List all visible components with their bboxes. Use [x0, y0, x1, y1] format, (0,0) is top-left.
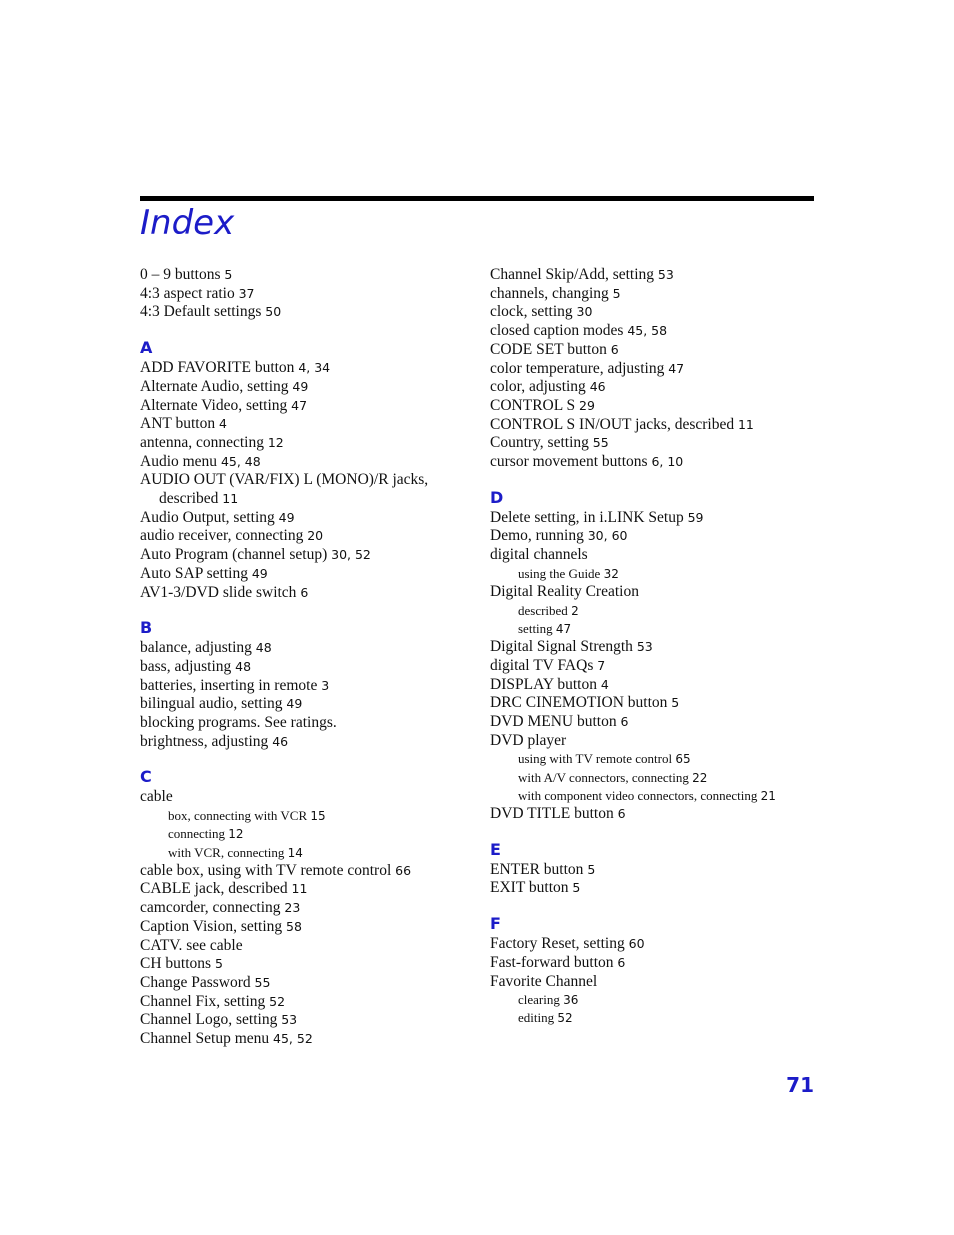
index-entry — [140, 993, 480, 1012]
entry-pages: 58 — [286, 918, 302, 934]
entry-pages: 45, 48 — [220, 453, 261, 469]
subentry-pages: 2 — [571, 603, 579, 618]
entry-term: camcorder, connecting — [140, 899, 281, 917]
index-entry — [490, 397, 814, 416]
subentry-pages: 14 — [287, 845, 303, 860]
index-subentry — [490, 1009, 814, 1027]
index-subentry — [140, 825, 480, 843]
index-entry — [140, 658, 480, 677]
entry-term: ANT button — [140, 415, 216, 433]
index-entry — [140, 303, 480, 322]
page-title: Index — [140, 203, 235, 243]
entry-pages: 46 — [272, 733, 289, 749]
subentry-pages: 36 — [563, 993, 579, 1008]
index-section — [490, 914, 814, 1028]
entry-term: brightness, adjusting — [140, 732, 269, 750]
entry-term: CH buttons — [140, 955, 212, 973]
entry-pages: 45, 52 — [273, 1031, 313, 1047]
index-entry — [490, 861, 814, 880]
index-entry — [490, 638, 814, 657]
index-entry — [490, 509, 814, 528]
entry-term: ENTER button — [490, 860, 584, 878]
index-section — [490, 488, 814, 824]
section-letter: B — [140, 618, 153, 638]
entry-term: Alternate Video, setting — [140, 396, 288, 414]
index-entry — [140, 695, 480, 714]
subentry-term: with component video connectors, connecting — [518, 787, 758, 803]
index-section — [490, 266, 814, 472]
section-letter: D — [490, 487, 504, 507]
index-entry — [490, 583, 814, 602]
index-entry — [490, 378, 814, 397]
entry-term: CONTROL S — [490, 396, 576, 414]
entry-term: channels, changing — [490, 284, 609, 302]
index-column-right — [490, 266, 814, 1028]
entry-term: clock, setting — [490, 303, 573, 321]
index-entry — [140, 899, 480, 918]
index-entry — [140, 918, 480, 937]
entry-term: digital TV FAQs — [490, 656, 594, 674]
entry-term: CATV. see cable — [140, 936, 243, 954]
entry-term: cable — [140, 788, 173, 806]
entry-term: Favorite Channel — [490, 972, 598, 990]
index-subentry — [490, 620, 814, 638]
entry-term: antenna, connecting — [140, 433, 264, 451]
entry-term: Demo, running — [490, 527, 584, 545]
index-entry — [140, 471, 480, 508]
index-entry — [140, 714, 480, 733]
index-section — [140, 767, 480, 1048]
entry-pages: 49 — [292, 378, 309, 394]
entry-term: Audio Output, setting — [140, 508, 275, 526]
subentry-pages: 15 — [310, 809, 326, 824]
entry-term: Factory Reset, setting — [490, 935, 625, 953]
entry-term: DRC CINEMOTION button — [490, 694, 668, 712]
entry-pages: 11 — [737, 416, 754, 432]
index-entry — [490, 453, 814, 472]
index-entry — [490, 434, 814, 453]
entry-term: Channel Logo, setting — [140, 1011, 278, 1029]
index-subentry — [490, 750, 814, 768]
index-entry — [490, 341, 814, 360]
index-entry — [140, 434, 480, 453]
entry-term: digital channels — [490, 546, 588, 564]
page-number: 71 — [786, 1073, 814, 1097]
index-column-left — [140, 266, 480, 1049]
entry-term: Auto Program (channel setup) — [140, 546, 328, 564]
entry-term: bilingual audio, setting — [140, 695, 283, 713]
entry-pages: 48 — [235, 658, 252, 674]
index-section — [140, 338, 480, 602]
entry-term: CABLE jack, described — [140, 880, 288, 898]
title-rule — [140, 196, 814, 201]
entry-term: DVD TITLE button — [490, 804, 614, 822]
index-entry — [140, 378, 480, 397]
index-entry — [490, 805, 814, 824]
entry-pages: 23 — [284, 900, 301, 916]
index-entry — [140, 584, 480, 603]
index-entry — [140, 733, 480, 752]
index-entry — [490, 303, 814, 322]
index-entry — [140, 397, 480, 416]
entry-pages: 6 — [300, 584, 309, 600]
subentry-term: described — [518, 602, 568, 618]
entry-pages: 12 — [267, 434, 284, 450]
entry-pages: 59 — [687, 509, 704, 525]
entry-pages: 45, 58 — [627, 323, 668, 339]
entry-term: AUDIO OUT (VAR/FIX) L (MONO)/R jacks, described — [140, 471, 429, 508]
subentry-term: setting — [518, 620, 553, 636]
subentry-pages: 32 — [603, 566, 619, 581]
entry-term: Digital Signal Strength — [490, 638, 633, 656]
subentry-term: editing — [518, 1010, 555, 1026]
entry-term: cable box, using with TV remote control — [140, 861, 392, 879]
index-entry — [140, 285, 480, 304]
index-entry — [140, 1011, 480, 1030]
index-subentry — [140, 807, 480, 825]
entry-pages: 7 — [597, 657, 606, 673]
index-entry — [490, 954, 814, 973]
entry-term: Caption Vision, setting — [140, 917, 283, 935]
subentry-term: with A/V connectors, connecting — [518, 769, 689, 785]
subentry-term: clearing — [518, 992, 560, 1008]
subentry-pages: 52 — [557, 1011, 573, 1026]
section-letter: F — [490, 914, 501, 934]
entry-term: color, adjusting — [490, 378, 586, 396]
entry-term: closed caption modes — [490, 322, 624, 340]
entry-pages: 52 — [269, 993, 286, 1009]
index-entry — [140, 1030, 480, 1049]
entry-term: Auto SAP setting — [140, 564, 248, 582]
entry-term: Country, setting — [490, 434, 589, 452]
entry-term: Alternate Audio, setting — [140, 377, 289, 395]
index-subentry — [490, 991, 814, 1009]
entry-term: AV1-3/DVD slide switch — [140, 583, 297, 601]
entry-term: DVD MENU button — [490, 712, 617, 730]
entry-pages: 66 — [395, 862, 412, 878]
index-entry — [140, 527, 480, 546]
entry-pages: 4, 34 — [298, 360, 331, 376]
entry-term: DISPLAY button — [490, 675, 597, 693]
entry-term: 4:3 aspect ratio — [140, 284, 235, 302]
subentry-pages: 12 — [228, 827, 244, 842]
index-entry — [490, 322, 814, 341]
entry-pages: 5 — [587, 861, 596, 877]
entry-pages: 53 — [281, 1012, 298, 1028]
entry-term: bass, adjusting — [140, 657, 232, 675]
index-entry — [140, 880, 480, 899]
entry-term: Audio menu — [140, 452, 218, 470]
entry-pages: 50 — [265, 304, 282, 320]
subentry-term: with VCR, connecting — [168, 844, 285, 860]
entry-term: CODE SET button — [490, 340, 607, 358]
index-entry — [140, 862, 480, 881]
entry-pages: 46 — [589, 379, 606, 395]
entry-pages: 5 — [214, 956, 223, 972]
entry-pages: 11 — [222, 491, 239, 507]
entry-term: Digital Reality Creation — [490, 583, 639, 601]
entry-pages: 55 — [254, 975, 271, 990]
index-entry — [140, 788, 480, 807]
index-subentry — [490, 602, 814, 620]
entry-term: Fast-forward button — [490, 953, 614, 971]
subentry-pages: 65 — [675, 752, 691, 767]
index-entry — [490, 713, 814, 732]
index-subentry — [490, 769, 814, 787]
index-section — [490, 840, 814, 898]
index-entry — [490, 657, 814, 676]
index-entry — [140, 677, 480, 696]
index-entry — [490, 935, 814, 954]
index-entry — [140, 266, 480, 285]
index-subentry — [140, 844, 480, 862]
index-entry — [140, 974, 480, 993]
index-entry — [490, 285, 814, 304]
entry-pages: 47 — [668, 360, 685, 376]
index-entry — [490, 676, 814, 695]
index-entry — [490, 360, 814, 379]
index-entry — [490, 546, 814, 565]
subentry-term: connecting — [168, 826, 226, 842]
index-entry — [140, 937, 480, 956]
entry-pages: 29 — [579, 397, 595, 413]
entry-term: ADD FAVORITE button — [140, 359, 295, 377]
entry-term: EXIT button — [490, 879, 569, 897]
entry-pages: 48 — [255, 640, 272, 656]
entry-term: Channel Setup menu — [140, 1030, 270, 1048]
entry-pages: 11 — [291, 881, 308, 897]
index-section — [140, 266, 480, 322]
index-entry — [140, 546, 480, 565]
entry-pages: 30 — [576, 304, 593, 320]
entry-term: balance, adjusting — [140, 639, 252, 657]
entry-pages: 30, 60 — [587, 528, 628, 544]
subentry-pages: 47 — [555, 621, 572, 636]
entry-pages: 5 — [224, 267, 233, 282]
entry-pages: 47 — [291, 397, 308, 413]
section-letter: E — [490, 839, 501, 859]
entry-term: color temperature, adjusting — [490, 359, 665, 377]
entry-pages: 6 — [617, 954, 626, 970]
entry-term: Channel Fix, setting — [140, 992, 266, 1010]
index-entry — [140, 509, 480, 528]
section-letter: C — [140, 767, 152, 787]
index-entry — [490, 973, 814, 992]
entry-pages: 60 — [628, 936, 645, 952]
index-entry — [140, 415, 480, 434]
index-entry — [140, 639, 480, 658]
subentry-term: box, connecting with VCR — [168, 808, 308, 824]
subentry-term: using the Guide — [518, 565, 601, 581]
entry-pages: 53 — [657, 267, 674, 282]
index-entry — [490, 732, 814, 751]
index-entry — [140, 565, 480, 584]
subentry-pages: 21 — [760, 788, 776, 803]
index-entry — [490, 527, 814, 546]
entry-pages: 5 — [572, 880, 581, 896]
entry-term: Channel Skip/Add, setting — [490, 266, 655, 283]
entry-pages: 49 — [286, 696, 303, 712]
index-entry — [490, 416, 814, 435]
entry-term: blocking programs. See ratings. — [140, 714, 337, 732]
entry-pages: 6 — [620, 713, 629, 729]
entry-term: CONTROL S IN/OUT jacks, described — [490, 415, 735, 433]
index-subentry — [490, 787, 814, 805]
entry-pages: 49 — [251, 565, 268, 581]
entry-term: Change Password — [140, 974, 251, 991]
subentry-pages: 22 — [692, 770, 708, 785]
index-entry — [490, 694, 814, 713]
entry-pages: 37 — [238, 285, 255, 301]
entry-pages: 6 — [610, 341, 619, 357]
entry-term: 0 – 9 buttons — [140, 266, 221, 283]
entry-term: 4:3 Default settings — [140, 303, 262, 321]
entry-pages: 5 — [612, 285, 621, 301]
entry-term: batteries, inserting in remote — [140, 676, 318, 694]
entry-pages: 4 — [600, 676, 609, 692]
entry-term: cursor movement buttons — [490, 453, 648, 471]
entry-pages: 6 — [617, 805, 626, 821]
entry-pages: 30, 52 — [331, 547, 371, 563]
entry-term: DVD player — [490, 731, 567, 749]
section-letter: A — [140, 338, 153, 358]
entry-pages: 53 — [636, 639, 653, 655]
entry-pages: 55 — [592, 435, 609, 451]
entry-pages: 49 — [278, 509, 295, 525]
entry-pages: 5 — [671, 695, 680, 711]
entry-pages: 4 — [218, 416, 227, 432]
entry-pages: 20 — [307, 528, 324, 544]
index-entry — [140, 955, 480, 974]
entry-term: Delete setting, in i.LINK Setup — [490, 508, 684, 526]
index-entry — [490, 879, 814, 898]
subentry-term: using with TV remote control — [518, 751, 673, 767]
index-entry — [490, 266, 814, 285]
index-section — [140, 618, 480, 751]
index-subentry — [490, 565, 814, 583]
index-entry — [140, 453, 480, 472]
index-entry — [140, 359, 480, 378]
entry-pages: 3 — [321, 677, 330, 693]
entry-pages: 6, 10 — [651, 454, 684, 470]
entry-term: audio receiver, connecting — [140, 527, 304, 545]
